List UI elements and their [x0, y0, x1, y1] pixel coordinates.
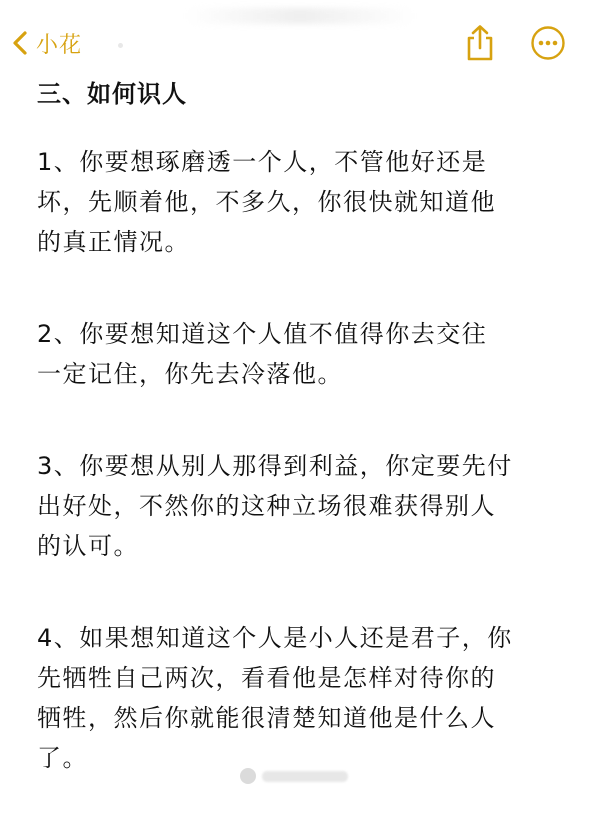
- watermark-text: [262, 771, 348, 782]
- watermark: [240, 766, 350, 786]
- navigation-bar: [0, 22, 595, 64]
- note-paragraph: [37, 618, 577, 778]
- chevron-left-icon: [10, 29, 32, 57]
- note-line: 的真正情况。: [37, 228, 190, 256]
- note-paragraph: [37, 142, 577, 262]
- note-line: 坏，先顺着他，不多久，你很快就知道他: [37, 188, 496, 216]
- note-paragraph: [37, 446, 577, 566]
- note-body[interactable]: [37, 70, 577, 830]
- share-button[interactable]: [460, 23, 500, 63]
- note-heading: 三、如何识人: [37, 80, 187, 108]
- note-line: 一定记住，你先去冷落他。: [37, 360, 343, 388]
- status-dot: [118, 43, 123, 48]
- note-line: 的认可。: [37, 532, 139, 560]
- watermark-logo-icon: [240, 768, 256, 784]
- note-paragraph: [37, 314, 577, 394]
- note-line: 出好处，不然你的这种立场很难获得别人: [37, 492, 496, 520]
- note-line: 牺牲，然后你就能很清楚知道他是什么人: [37, 704, 496, 732]
- back-button[interactable]: [10, 22, 82, 64]
- note-line: 1、你要想琢磨透一个人，不管他好还是: [37, 148, 488, 176]
- note-line: 2、你要想知道这个人值不值得你去交往: [37, 320, 488, 348]
- more-icon: [530, 46, 566, 65]
- note-line: 了。: [37, 744, 88, 772]
- note-line: 先牺牲自己两次，看看他是怎样对待你的: [37, 664, 496, 692]
- back-label: 小花: [36, 32, 83, 58]
- share-icon: [460, 48, 500, 67]
- note-line: 3、你要想从别人那得到利益，你定要先付: [37, 452, 513, 480]
- note-line: 4、如果想知道这个人是小人还是君子，你: [37, 624, 513, 652]
- more-button[interactable]: [530, 25, 566, 61]
